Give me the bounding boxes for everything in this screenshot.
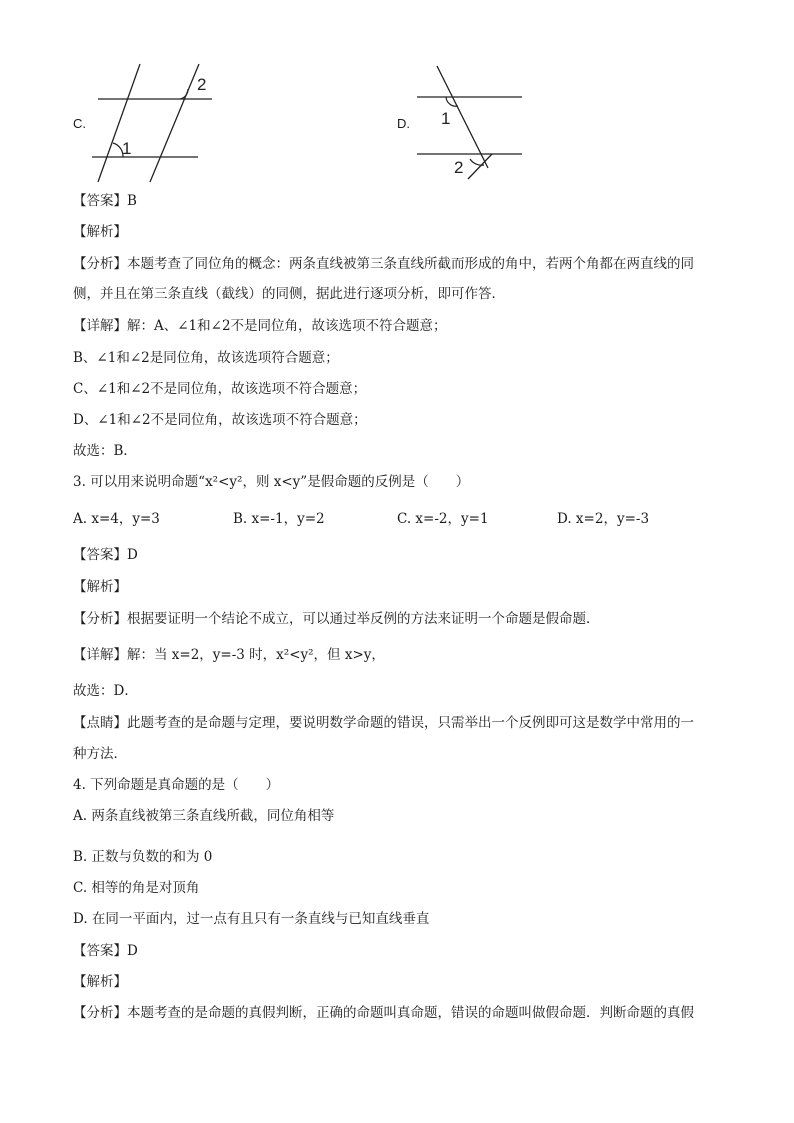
q4-stem: 4. 下列命题是真命题的是（ ） [73,777,280,793]
figure-d-angle2-label: 2 [454,158,464,177]
q2-detail-a: 【详解】解：A、∠1和∠2不是同位角，故该选项不符合题意； [73,318,447,334]
q3-comment-line1: 【点睛】此题考查的是命题与定理，要说明数学命题的错误，只需举出一个反例即可这是数学中常用的一 [73,715,694,731]
q3-answer: 【答案】D [73,547,138,563]
figure-d-diagram [412,58,532,183]
figure-c-label: C. [73,116,86,131]
q3-option-d: D. x=2，y=-3 [557,511,650,527]
figure-c-angle2-label: 2 [197,75,207,94]
q3-option-b: B. x=-1，y=2 [233,511,325,527]
figure-c-left-transversal [98,64,140,182]
q2-answer: 【答案】B [73,193,137,209]
q3-analysis: 【分析】根据要证明一个结论不成立，可以通过举反例的方法来证明一个命题是假命题． [73,611,600,627]
q4-option-d: D. 在同一平面内，过一点有且只有一条直线与已知直线垂直 [73,911,430,927]
figure-c-right-transversal [150,64,199,182]
q2-choose: 故选：B． [73,443,137,459]
q4-answer: 【答案】D [73,943,138,959]
q2-detail-c: C、∠1和∠2不是同位角，故该选项不符合题意； [73,381,367,397]
figure-c-diagram [88,58,228,188]
q4-analysis-heading: 【解析】 [73,974,127,990]
q3-option-c: C. x=-2，y=1 [397,511,489,527]
q3-stem: 3. 可以用来说明命题“x²<y²，则 x<y”是假命题的反例是（ ） [73,474,470,490]
figure-d-angle1-label: 1 [441,109,451,128]
figure-c-angle1-label: 1 [122,139,132,158]
q3-option-a: A. x=4，y=3 [73,511,160,527]
q3-analysis-heading: 【解析】 [73,579,127,595]
figure-d-label: D. [397,116,410,131]
q2-analysis-heading: 【解析】 [73,224,127,240]
q4-option-a: A. 两条直线被第三条直线所截，同位角相等 [73,808,335,824]
figure-c-angle2-arc [180,89,188,99]
q4-option-b: B. 正数与负数的和为 0 [73,849,213,865]
q4-analysis: 【分析】本题考查的是命题的真假判断，正确的命题叫真命题，错误的命题叫做假命题．判断命题的真假 [73,1005,694,1021]
q2-detail-d: D、∠1和∠2不是同位角，故该选项不符合题意； [73,412,367,428]
q2-analysis-line2: 侧，并且在第三条直线（截线）的同侧，据此进行逐项分析，即可作答． [73,286,505,302]
q4-option-c: C. 相等的角是对顶角 [73,880,200,896]
q2-analysis-line1: 【分析】本题考查了同位角的概念：两条直线被第三条直线所截而形成的角中，若两个角都在两直线的同 [73,256,694,272]
q3-detail: 【详解】解：当 x=2，y=-3 时，x²<y²，但 x>y， [73,647,385,663]
q2-detail-b: B、∠1和∠2是同位角，故该选项符合题意； [73,350,339,366]
q3-comment-line2: 种方法． [73,746,127,762]
q3-choose: 故选：D． [73,683,138,699]
figure-d-short-line [468,154,492,179]
